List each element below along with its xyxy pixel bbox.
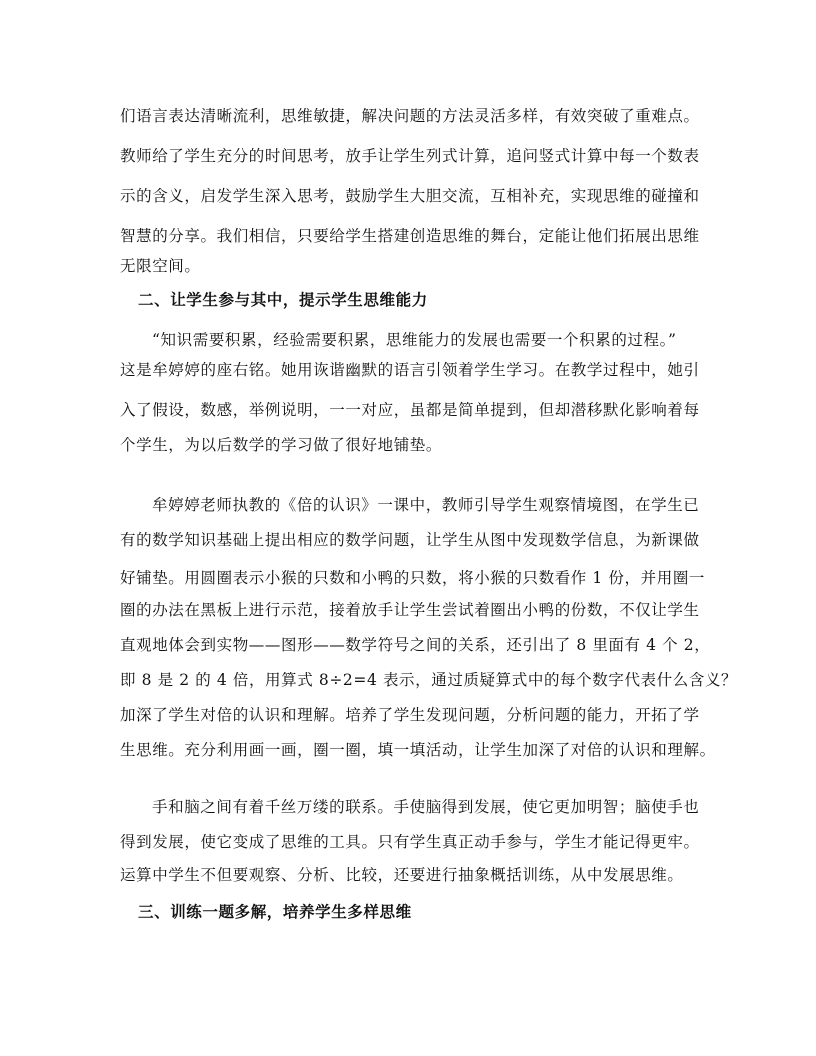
paragraph2-line: 入了假设，数感，举例说明，一一对应，虽都是简单提到，但却潜移默化影响着每 <box>120 401 700 419</box>
paragraph4-line: 得到发展，使它变成了思维的工具。只有学生真正动手参与，学生才能记得更牢。 <box>120 833 700 851</box>
paragraph1-line: 教师给了学生充分的时间思考，放手让学生列式计算，追问竖式计算中每一个数表 <box>120 147 700 165</box>
paragraph3-line: 牟婷婷老师执教的《倍的认识》一课中，教师引导学生观察情境图，在学生已 <box>152 496 700 514</box>
paragraph2-line: 这是牟婷婷的座右铭。她用诙谐幽默的语言引领着学生学习。在教学过程中，她引 <box>120 361 700 379</box>
section-heading-3: 三、训练一题多解，培养学生多样思维 <box>138 903 412 921</box>
paragraph2-line: 个学生，为以后数学的学习做了很好地铺垫。 <box>120 436 443 454</box>
paragraph3-line: 好铺垫。用圆圈表示小猴的只数和小鸭的只数，将小猴的只数看作 1 份，并用圈一 <box>120 569 706 587</box>
paragraph1-line: 示的含义，启发学生深入思考，鼓励学生大胆交流，互相补充，实现思维的碰撞和 <box>120 187 700 205</box>
paragraph2-line: “知识需要积累，经验需要积累，思维能力的发展也需要一个积累的过程。” <box>152 331 677 349</box>
paragraph4-line: 手和脑之间有着千丝万缕的联系。手使脑得到发展，使它更加明智；脑使手也 <box>152 798 700 816</box>
paragraph3-line: 有的数学知识基础上提出相应的数学问题，让学生从图中发现数学信息，为新课做 <box>120 531 700 549</box>
paragraph3-line: 圈的办法在黑板上进行示范，接着放手让学生尝试着圈出小鸭的份数，不仅让学生 <box>120 601 700 619</box>
paragraph4-line: 运算中学生不但要观察、分析、比较，还要进行抽象概括训练，从中发展思维。 <box>120 866 684 884</box>
paragraph1-line: 们语言表达清晰流利，思维敏捷，解决问题的方法灵活多样，有效突破了重难点。 <box>120 107 700 125</box>
paragraph3-line: 加深了学生对倍的认识和理解。培养了学生发现问题，分析问题的能力，开拓了学 <box>120 706 700 724</box>
paragraph1-line: 无限空间。 <box>120 257 201 275</box>
paragraph1-line: 智慧的分享。我们相信，只要给学生搭建创造思维的舞台，定能让他们拓展出思维 <box>120 227 700 245</box>
section-heading-2: 二、让学生参与其中，提示学生思维能力 <box>138 291 428 309</box>
paragraph3-line: 直观地体会到实物——图形——数学符号之间的关系，还引出了 8 里面有 4 个 2， <box>120 636 711 654</box>
paragraph3-line: 即 8 是 2 的 4 倍，用算式 8÷2=4 表示，通过质疑算式中的每个数字代表什么含义？ <box>120 671 738 689</box>
paragraph3-line: 生思维。充分利用画一画，圈一圈，填一填活动，让学生加深了对倍的认识和理解。 <box>120 741 716 759</box>
